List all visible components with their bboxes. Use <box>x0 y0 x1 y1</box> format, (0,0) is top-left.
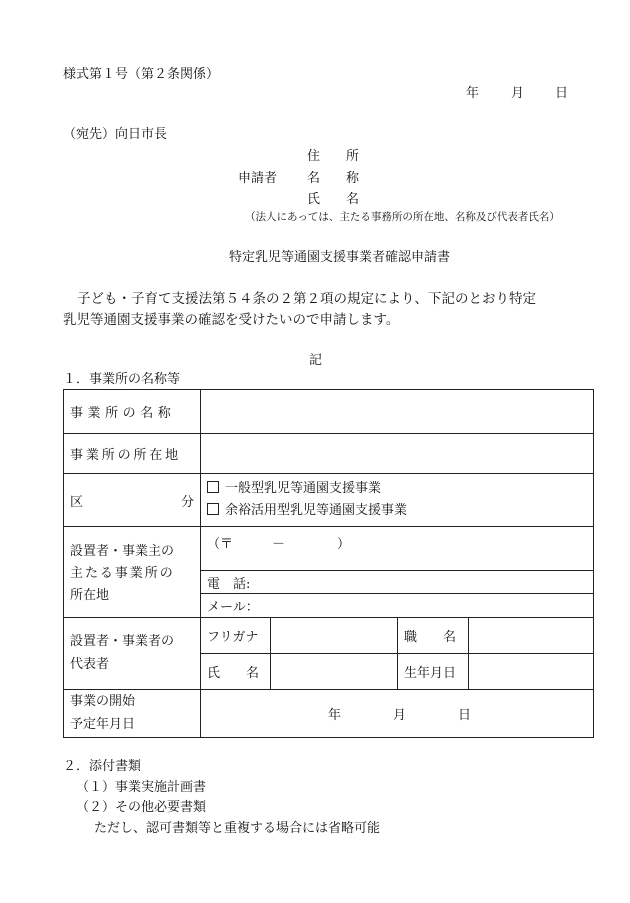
furigana-field[interactable] <box>271 618 398 654</box>
body-line-1: 子ども・子育て支援法第５４条の２第２項の規定により、下記のとおり特定 <box>77 291 536 307</box>
date-year-label: 年 <box>466 86 480 101</box>
rep-name-field[interactable] <box>271 654 398 690</box>
category-label-left: 区 <box>70 494 84 510</box>
section2-heading: ２．添付書類 <box>63 759 142 774</box>
applicant-label: 申請者 <box>238 171 278 186</box>
position-label: 職 名 <box>398 618 469 654</box>
applicant-note: （法人にあっては、主たる事務所の所在地、名称及び代表者氏名） <box>245 211 560 223</box>
person-name-label: 氏 名 <box>307 192 360 207</box>
facility-address-field[interactable] <box>201 434 594 474</box>
representative-label: 設置者・事業者の 代表者 <box>64 618 201 690</box>
document-title: 特定乳児等通園支援事業者確認申請書 <box>229 250 451 265</box>
attachment-note: ただし、認可書類等と重複する場合には省略可能 <box>94 821 381 836</box>
birthdate-field[interactable] <box>469 654 594 690</box>
category-option-surplus[interactable]: 余裕活用型乳児等通園支援事業 <box>207 500 587 522</box>
position-field[interactable] <box>469 618 594 654</box>
checkbox-surplus[interactable] <box>207 503 219 515</box>
ki-label: 記 <box>309 353 323 368</box>
category-options <box>201 474 594 527</box>
category-label-right: 分 <box>180 494 194 510</box>
checkbox-general[interactable] <box>207 481 219 493</box>
phone-field[interactable]: 電 話: <box>201 571 594 594</box>
email-field[interactable]: メール： <box>201 594 594 618</box>
attachment-item-1: （１）事業実施計画書 <box>76 780 207 795</box>
date-day-label: 日 <box>555 86 569 101</box>
section1-heading: １．事業所の名称等 <box>63 372 181 387</box>
form-number: 様式第１号（第２条関係） <box>63 67 220 82</box>
address-label: 住 所 <box>307 149 360 164</box>
facility-address-label: 事業所の所在地 <box>64 434 201 474</box>
category-label <box>64 474 201 527</box>
facility-name-label: 事業所の名称 <box>64 390 201 434</box>
attachment-item-2: （２）その他必要書類 <box>76 800 207 815</box>
postal-code-field[interactable]: （〒 － ） <box>201 527 594 571</box>
facility-info-table <box>63 389 594 738</box>
name-label: 名 称 <box>307 171 360 186</box>
facility-name-field[interactable] <box>201 390 594 434</box>
start-date-label: 事業の開始 予定年月日 <box>64 690 201 738</box>
addressee: （宛先）向日市長 <box>63 127 168 142</box>
body-line-2: 乳児等通園支援事業の確認を受けたいので申請します。 <box>63 312 400 328</box>
start-date-field[interactable]: 年 月 日 <box>201 690 594 738</box>
birthdate-label: 生年月日 <box>398 654 469 690</box>
rep-name-label: 氏 名 <box>201 654 271 690</box>
category-option-general[interactable]: 一般型乳児等通園支援事業 <box>207 478 587 500</box>
furigana-label: フリガナ <box>201 618 271 654</box>
operator-address-label: 設置者・事業主の 主たる事業所の 所在地 <box>64 527 201 618</box>
date-month-label: 月 <box>511 86 525 101</box>
